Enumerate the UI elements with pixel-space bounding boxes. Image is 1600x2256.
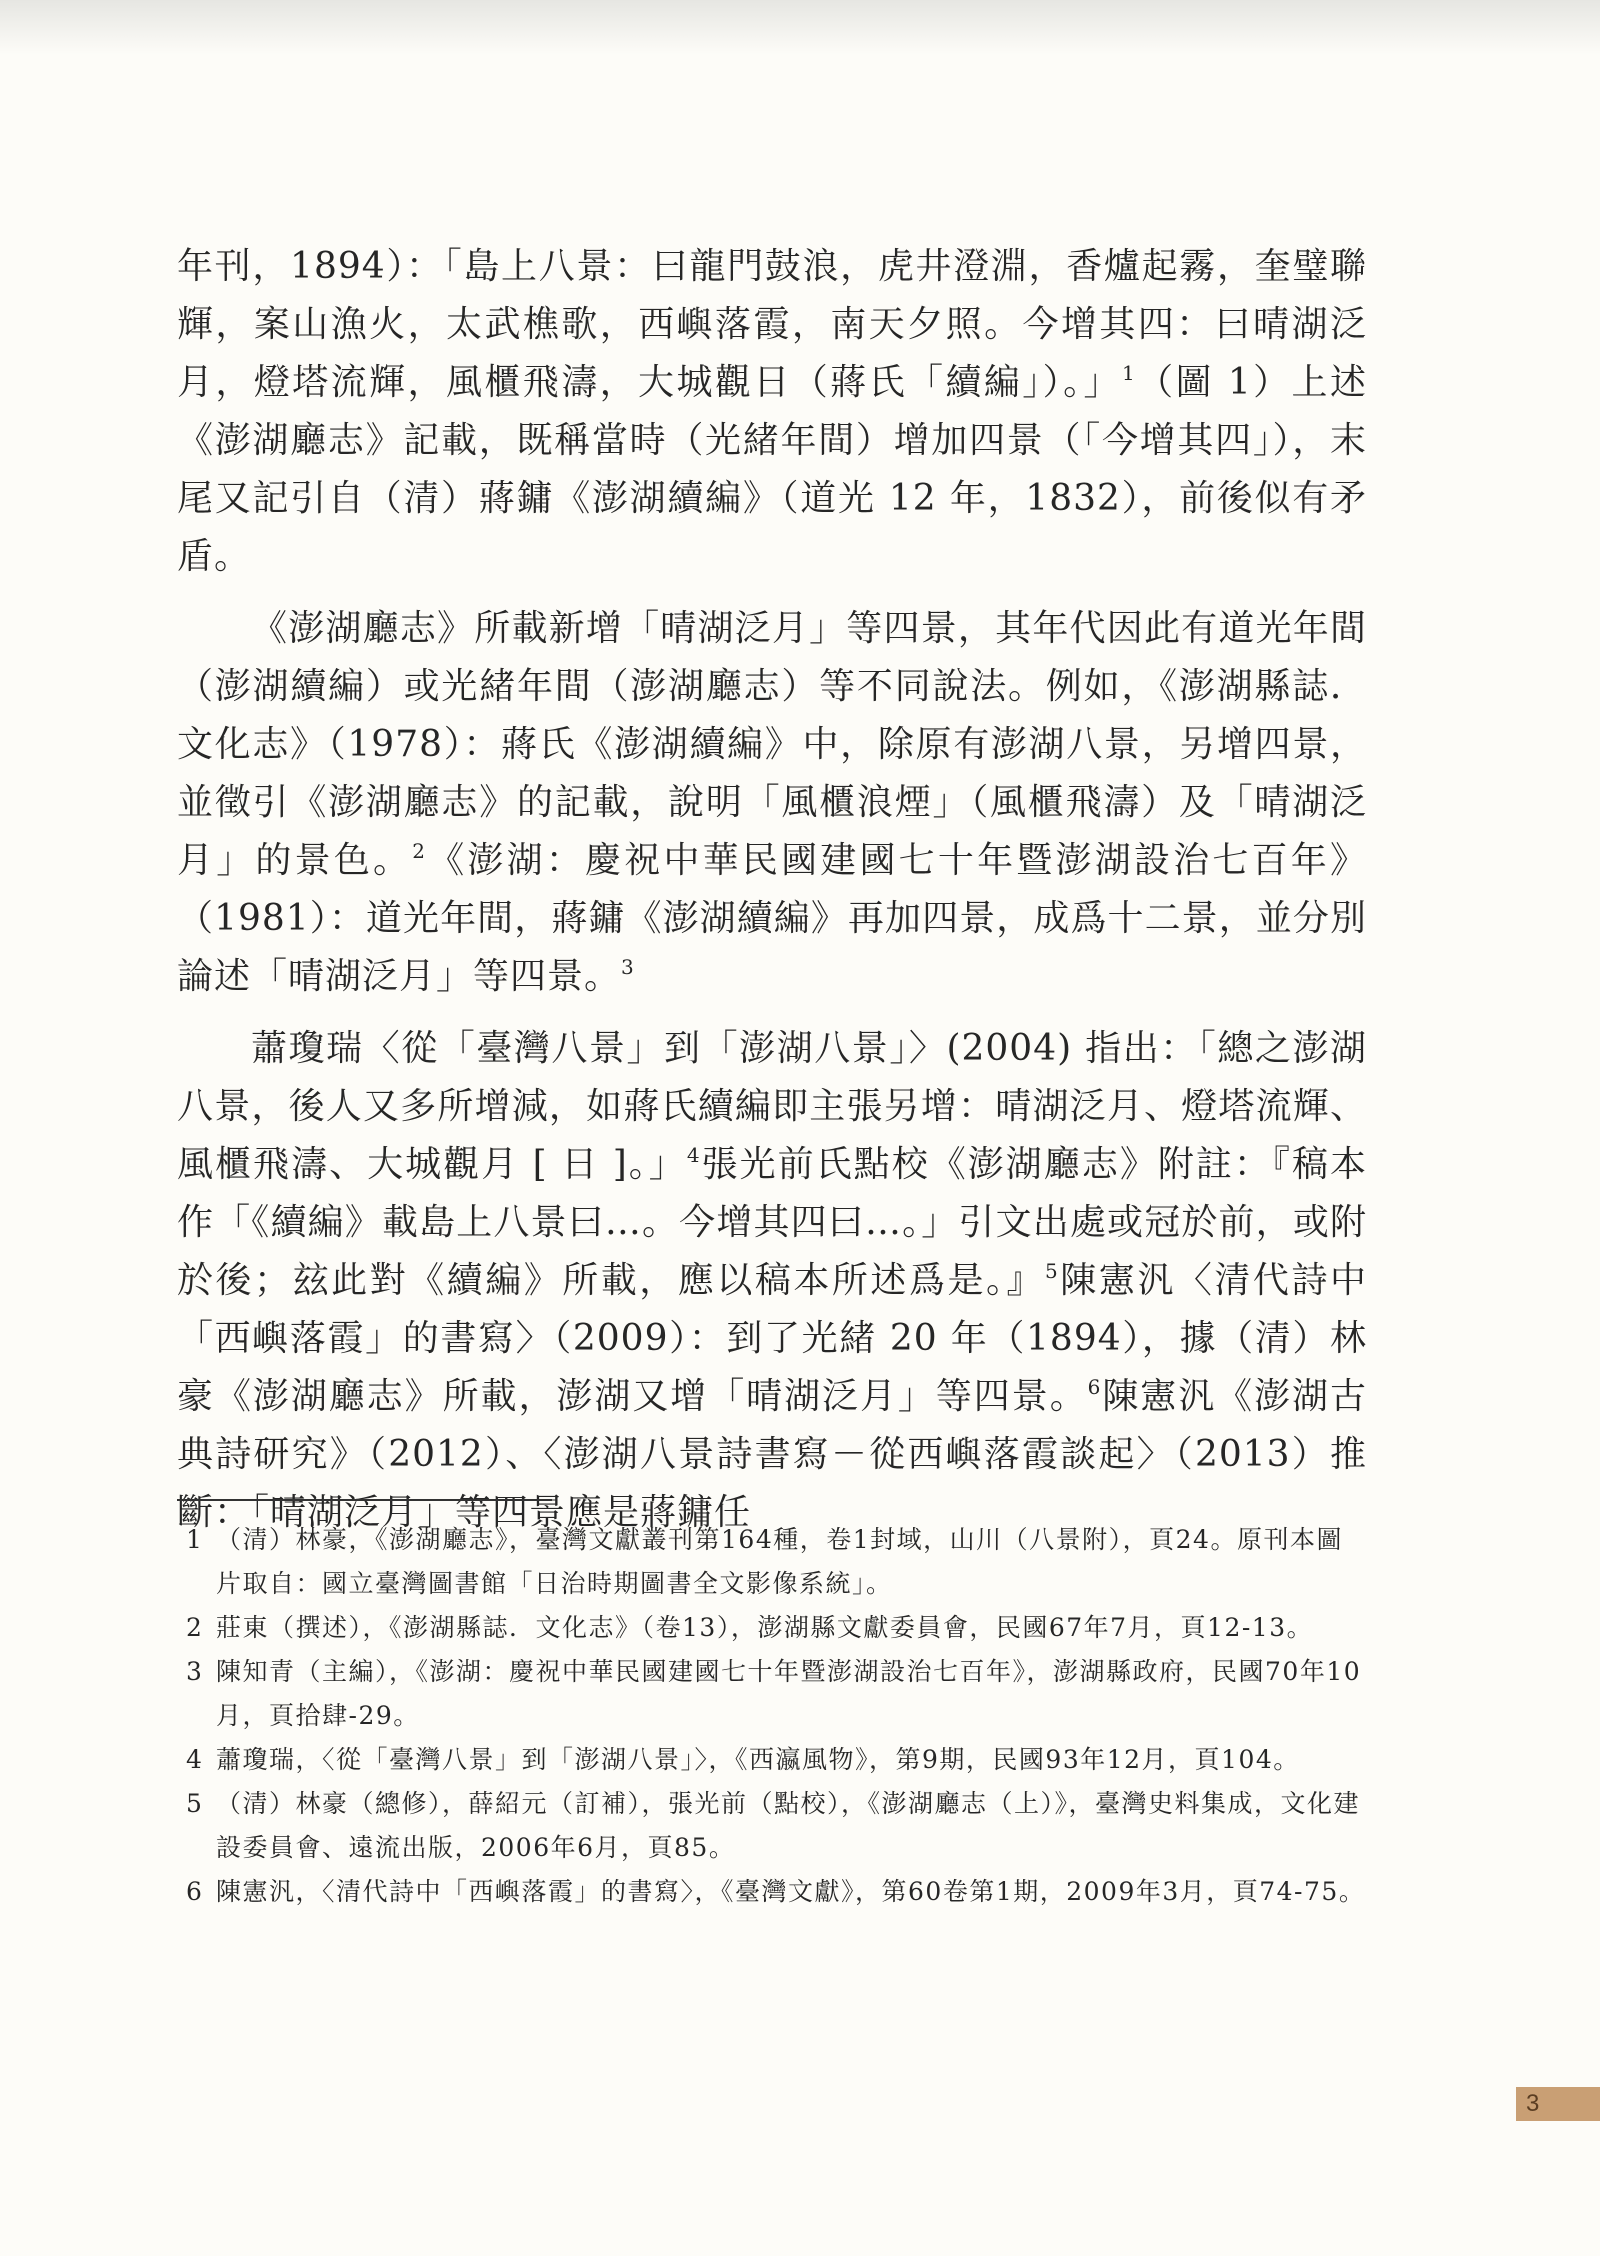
footnote-number: 2 (186, 1613, 202, 1642)
footnote-number: 4 (186, 1745, 202, 1774)
footnote (186, 1870, 1366, 1914)
footnote-text: 莊東（撰述），《澎湖縣誌．文化志》（卷13），澎湖縣文獻委員會，民國67年7月，頁12-13。 (216, 1613, 1314, 1642)
body-text-segment: 《澎湖：慶祝中華民國建國七十年暨澎湖設治七百年》（1981）：道光年間，蔣鏞《澎湖續編》再加四景，成爲十二景，並分別論述「晴湖泛月」等四景。 (177, 840, 1367, 997)
body-text-segment: 蕭瓊瑞〈從「臺灣八景」到「澎湖八景」〉(2004) 指出：「總之澎湖八景，後人又多所增減，如蔣氏續編即主張另增：晴湖泛月、燈塔流輝、風櫃飛濤、大城觀月 [ 日 ]。」 (177, 1028, 1367, 1185)
footnote (186, 1518, 1366, 1606)
body-paragraph (177, 1020, 1367, 1542)
footnotes-section (186, 1518, 1366, 1914)
main-body-text (177, 238, 1367, 1556)
body-text-segment: 陳憲汎《澎湖古典詩研究》（2012）、〈澎湖八景詩書寫－從西嶼落霞談起〉（2013）推斷：「晴湖泛月」等四景應是蔣鏞任 (177, 1376, 1367, 1533)
footnote-number: 6 (186, 1877, 202, 1906)
footnote-text: （清）林豪，《澎湖廳志》，臺灣文獻叢刊第164種，卷1封域，山川（八景附），頁24。原刊本圖片取自：國立臺灣圖書館「日治時期圖書全文影像系統」。 (216, 1525, 1343, 1598)
page-number: 3 (1526, 2090, 1540, 2117)
body-paragraph (177, 238, 1367, 586)
footnote-reference: 5 (1045, 1259, 1059, 1283)
body-text-segment: 張光前氏點校《澎湖廳志》附註：『稿本作「《續編》載島上八景曰…。今增其四曰…。」引文出處或冠於前，或附於後；玆此對《續編》所載，應以稿本所述爲是。』 (177, 1144, 1367, 1301)
footnote (186, 1738, 1366, 1782)
footnote-text: 陳憲汎，〈清代詩中「西嶼落霞」的書寫〉，《臺灣文獻》，第60卷第1期，2009年3月，頁74-75。 (216, 1877, 1366, 1906)
scan-top-shadow (0, 0, 1600, 55)
body-text-segment: 年刊，1894）：「島上八景：曰龍門鼓浪，虎井澄淵，香爐起霧，奎璧聯輝，案山漁火，太武樵歌，西嶼落霞，南天夕照。今增其四：曰晴湖泛月，燈塔流輝，風櫃飛濤，大城觀日（蔣氏「續編」）。」 (177, 246, 1367, 403)
footnote-number: 5 (186, 1789, 202, 1818)
footnote-reference: 2 (412, 839, 426, 863)
footnote-separator (177, 1499, 552, 1501)
body-paragraph (177, 600, 1367, 1006)
footnote-text: 陳知青（主編），《澎湖：慶祝中華民國建國七十年暨澎湖設治七百年》，澎湖縣政府，民國70年10月，頁拾肆-29。 (216, 1657, 1362, 1730)
footnote (186, 1650, 1366, 1738)
footnote-reference: 1 (1121, 361, 1136, 385)
footnote-reference: 6 (1087, 1375, 1102, 1399)
body-text-segment: 《澎湖廳志》所載新增「晴湖泛月」等四景，其年代因此有道光年間（澎湖續編）或光緒年間（澎湖廳志）等不同說法。例如，《澎湖縣誌．文化志》（1978）：蔣氏《澎湖續編》中，除原有澎湖八景，另增四景，並徵引《澎湖廳志》的記載，說明「風櫃浪煙」（風櫃飛濤）及「晴湖泛月」的景色。 (177, 608, 1367, 881)
footnote-text: 蕭瓊瑞，〈從「臺灣八景」到「澎湖八景」〉，《西瀛風物》，第9期，民國93年12月，頁104。 (216, 1745, 1300, 1774)
footnote-number: 1 (186, 1525, 202, 1554)
body-text-segment: 陳憲汎〈清代詩中「西嶼落霞」的書寫〉（2009）：到了光緒 20 年（1894），據（清）林豪《澎湖廳志》所載，澎湖又增「晴湖泛月」等四景。 (177, 1260, 1367, 1417)
footnote-text: （清）林豪（總修），薛紹元（訂補），張光前（點校），《澎湖廳志（上）》，臺灣史料集成，文化建設委員會、遠流出版，2006年6月，頁85。 (216, 1789, 1361, 1862)
page-number-tab (1516, 2087, 1600, 2121)
footnote (186, 1606, 1366, 1650)
footnote-reference: 4 (686, 1143, 701, 1167)
footnote-reference: 3 (621, 955, 635, 979)
footnote-number: 3 (186, 1657, 202, 1686)
footnote (186, 1782, 1366, 1870)
body-text-segment: （圖 1）上述《澎湖廳志》記載，既稱當時（光緒年間）增加四景（「今增其四」），末尾又記引自（清）蔣鏞《澎湖續編》（道光 12 年，1832），前後似有矛盾。 (177, 362, 1367, 577)
